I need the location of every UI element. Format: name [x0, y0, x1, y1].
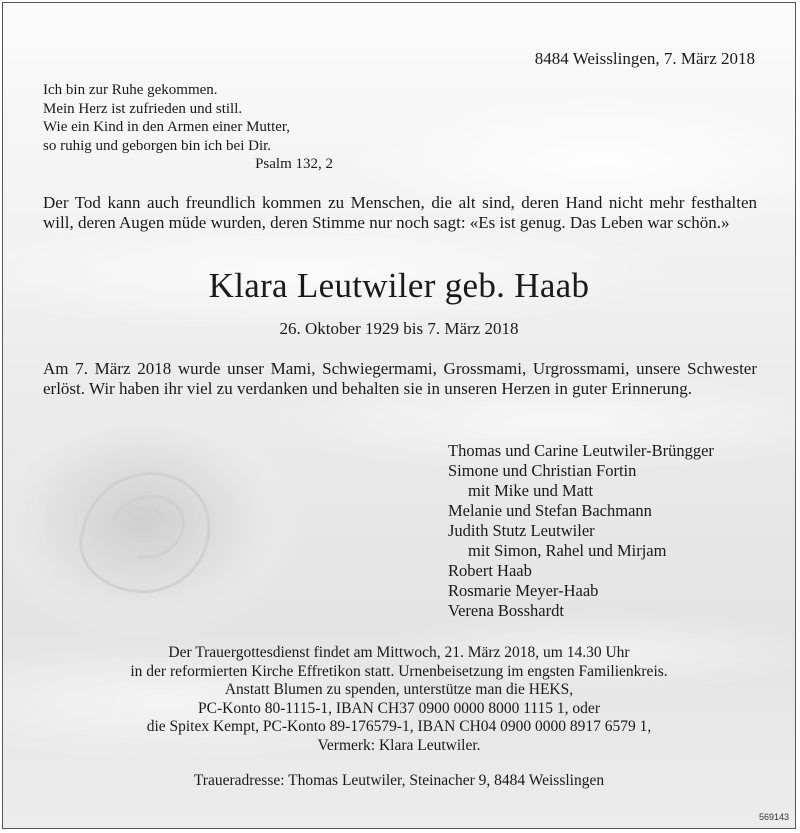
place-and-date: 8484 Weisslingen, 7. März 2018	[534, 49, 755, 68]
mourner-entry: Rosmarie Meyer-Haab	[448, 581, 599, 600]
mourner-entry: Simone und Christian Fortin	[448, 461, 637, 480]
poem-line: Mein Herz ist zufrieden und still.	[43, 100, 243, 117]
service-line: in der reformierten Kirche Effretikon statt. Urnenbeisetzung im engsten Familienkreis.	[130, 662, 668, 680]
mourner-entry: mit Mike und Matt	[468, 481, 594, 500]
mourner-entry: Melanie und Stefan Bachmann	[448, 501, 652, 520]
poem-line: Wie ein Kind in den Armen einer Mutter,	[43, 119, 291, 135]
donation-line: Vermerk: Klara Leutwiler.	[317, 736, 481, 754]
poem-line: so ruhig und geborgen bin ich bei Dir.	[43, 137, 272, 154]
life-dates: 26. Oktober 1929 bis 7. März 2018	[279, 319, 519, 338]
announcement-paragraph: Am 7. März 2018 wurde unser Mami, Schwiegermami, Grossmami, Urgrossmami, unsere Schwester erlöst. Wir haben ihr viel zu verdanken und behalten sie in unseren Herzen in guter Erinnerung.	[43, 359, 757, 398]
mourner-entry: Thomas und Carine Leutwiler-Brüngger	[448, 441, 714, 460]
mourner-entry: Judith Stutz Leutwiler	[448, 521, 595, 540]
poem	[43, 81, 343, 174]
quote-paragraph: Der Tod kann auch freundlich kommen zu Menschen, die alt sind, deren Hand nicht mehr festhalten will, deren Augen müde wurden, deren Stimme nur noch sagt: «Es ist genug. Das Leben war schön.»	[43, 193, 757, 232]
mourner-entry: Verena Bosshardt	[448, 601, 564, 620]
donation-line: Anstatt Blumen zu spenden, unterstütze man die HEKS,	[224, 681, 574, 698]
mourners-list	[448, 441, 714, 621]
deceased-name: Klara Leutwiler geb. Haab	[208, 266, 590, 305]
mourning-address: Traueradresse: Thomas Leutwiler, Steinacher 9, 8484 Weisslingen	[193, 772, 605, 789]
donation-line: PC-Konto 80-1115-1, IBAN CH37 0900 0000 8000 1115 1, oder	[198, 699, 600, 717]
obituary-notice	[2, 2, 796, 829]
service-information	[3, 644, 795, 755]
mourner-entry: mit Simon, Rahel und Mirjam	[468, 541, 667, 560]
service-line: Der Trauergottesdienst findet am Mittwoch, 21. März 2018, um 14.30 Uhr	[168, 644, 630, 661]
mourner-entry: Robert Haab	[448, 561, 532, 580]
poem-source: Psalm 132, 2	[255, 156, 333, 172]
ad-code: 569143	[758, 812, 789, 822]
poem-line: Ich bin zur Ruhe gekommen.	[43, 82, 218, 98]
donation-line: die Spitex Kempt, PC-Konto 89-176579-1, IBAN CH04 0900 0000 8917 6579 1,	[146, 718, 652, 735]
